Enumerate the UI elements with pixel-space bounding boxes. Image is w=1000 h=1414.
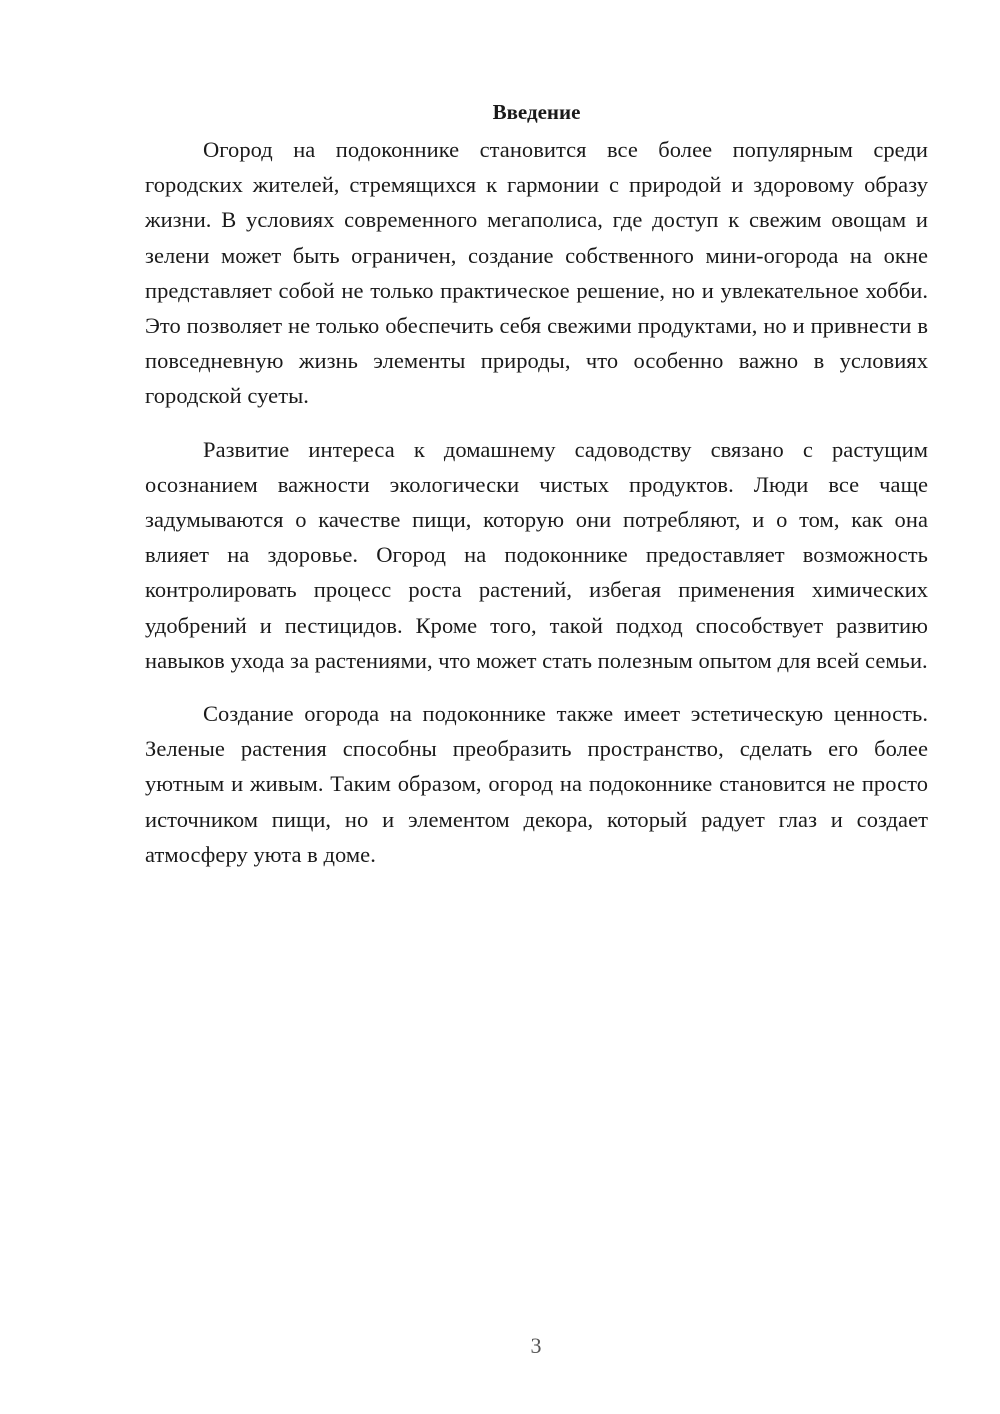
paragraph-3: Создание огорода на подоконнике также имеет эстетическую ценность. Зеленые растения способны преобразить пространство, сделать его более уютным и живым. Таким образом, огород на подоконнике становится не просто источником пищи, но и элементом декора, который радует глаз и создает атмосферу уюта в доме. (145, 701, 928, 867)
section-heading: Введение (492, 100, 581, 124)
page-number: 3 (530, 1333, 542, 1358)
page-content (145, 94, 928, 890)
paragraph-1: Огород на подоконнике становится все более популярным среди городских жителей, стремящихся к гармонии с природой и здоровому образу жизни. В условиях современного мегаполиса, где доступ к свежим овощам и зелени может быть ограничен, создание собственного мини-огорода на окне представляет собой не только практическое решение, но и увлекательное хобби. Это позволяет не только обеспечить себя свежими продуктами, но и привнести в повседневную жизнь элементы природы, что особенно важно в условиях городской суеты. (145, 137, 928, 409)
paragraph-2: Развитие интереса к домашнему садоводству связано с растущим осознанием важности экологически чистых продуктов. Люди все чаще задумываются о качестве пищи, которую они потребляют, и о том, как она влияет на здоровье. Огород на подоконнике предоставляет возможность контролировать процесс роста растений, избегая применения химических удобрений и пестицидов. Кроме того, такой подход способствует развитию навыков ухода за растениями, что может стать полезным опытом для всей семьи. (145, 436, 928, 673)
